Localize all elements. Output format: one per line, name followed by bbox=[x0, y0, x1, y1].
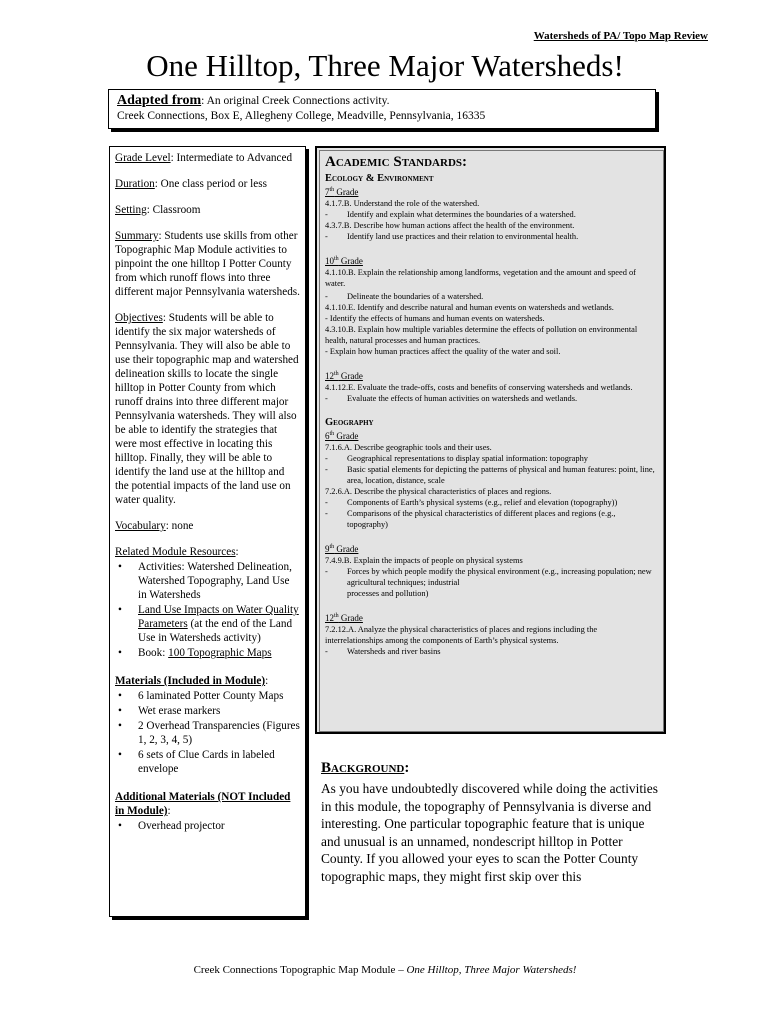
standard-line: 4.1.7.B. Understand the role of the watershed. bbox=[325, 199, 480, 208]
standard-subline-text: Identify and explain what determines the boundaries of a watershed. bbox=[347, 210, 576, 219]
grade-word: Grade bbox=[334, 187, 359, 197]
page-title: One Hilltop, Three Major Watersheds! bbox=[146, 48, 624, 83]
additional-materials-heading bbox=[115, 790, 300, 818]
dash-marker: - bbox=[325, 394, 328, 403]
standard-line: 4.3.7.B. Describe how human actions affect the health of the environment. bbox=[325, 221, 575, 230]
grade-level-label: Grade Level bbox=[115, 152, 171, 164]
standard-subline-text: Basic spatial elements for depicting the patterns of physical and human features: point, line, area, location, distance, scale bbox=[347, 465, 655, 485]
standard-line: 7.4.9.B. Explain the impacts of people on physical systems bbox=[325, 556, 523, 565]
grade-word: Grade bbox=[334, 431, 359, 441]
standard-subline-text: Components of Earth’s physical systems (e.g., relief and elevation (topography)) bbox=[347, 498, 618, 507]
background-heading-text: Background bbox=[321, 760, 405, 776]
materials-heading bbox=[115, 674, 300, 688]
setting bbox=[115, 203, 300, 217]
standard-line: 4.3.10.B. Explain how multiple variables determine the effects of pollution on environmental health, natural processes and human practices. bbox=[325, 325, 638, 345]
footer-text: Creek Connections Topographic Map Module – bbox=[193, 964, 407, 976]
standard-subline-text: Forces by which people modify the physical environment (e.g., increasing population; new agricultural techniques; industrial bbox=[347, 567, 652, 587]
lesson-info-sidebar bbox=[109, 146, 306, 917]
related-resources-heading bbox=[115, 545, 300, 559]
bullet-icon: • bbox=[118, 561, 122, 573]
objectives-value: : Students will be able to identify the six major watersheds of Pennsylvania. They will also be able to use their topographic map and watershed delineation skills to locate the single hilltop in Potter County from which runoff drains into three different major Pennsylvania watersheds. They will also be able to identify the strategies that were most effective in locating this hilltop. Finally, they will be able to identify the land use at the hilltop and the potential impacts of the land use on water quality. bbox=[115, 312, 299, 506]
additional-materials-list bbox=[115, 819, 300, 833]
additional-materials-colon: : bbox=[167, 805, 171, 817]
summary bbox=[115, 229, 300, 299]
grade-word: Grade bbox=[338, 371, 363, 381]
land-use-impacts-link[interactable]: Land Use Impacts on Water Quality Parameters bbox=[138, 604, 299, 630]
material-item: 2 Overhead Transparencies (Figures 1, 2, 3, 4, 5) bbox=[138, 720, 300, 746]
grade-number: 7 bbox=[325, 187, 330, 197]
standard-subline-text: Watersheds and river basins bbox=[347, 647, 441, 656]
grade-suffix: th bbox=[329, 431, 335, 437]
dash-marker: - bbox=[325, 232, 328, 241]
summary-value: : Students use skills from other Topographic Map Module activities to pinpoint the one hilltop I Potter County from which runoff flows into three different major Pennsylvania watersheds. bbox=[115, 230, 300, 298]
dash-marker: - bbox=[325, 210, 328, 219]
grade-number: 12 bbox=[325, 371, 334, 381]
related-resources-list bbox=[115, 560, 300, 660]
standard-line: 4.1.12.E. Evaluate the trade-offs, costs and benefits of conserving watersheds and wetlands. bbox=[325, 383, 633, 392]
bullet-icon: • bbox=[118, 690, 122, 702]
grade-suffix: th bbox=[334, 371, 339, 377]
related-activities: Activities: Watershed Delineation, Watershed Topography, Land Use in Watersheds bbox=[138, 561, 292, 601]
list-item bbox=[115, 646, 300, 660]
grade-number: 10 bbox=[325, 256, 334, 266]
bullet-icon: • bbox=[118, 720, 122, 732]
background-heading-colon: : bbox=[404, 760, 410, 776]
list-item bbox=[115, 560, 300, 602]
grade-word: Grade bbox=[338, 613, 363, 623]
summary-label: Summary bbox=[115, 230, 159, 242]
grade-word: Grade bbox=[338, 256, 363, 266]
dash-marker: - bbox=[325, 567, 328, 576]
objectives bbox=[115, 311, 300, 507]
standard-line: - Identify the effects of humans and human events on watersheds. bbox=[325, 314, 545, 323]
setting-label: Setting bbox=[115, 204, 147, 216]
grade-number: 12 bbox=[325, 613, 334, 623]
standard-line: 4.1.10.E. Identify and describe natural and human events on watersheds and wetlands. bbox=[325, 303, 614, 312]
bullet-icon: • bbox=[118, 749, 122, 761]
geography-heading: Geography bbox=[325, 417, 374, 428]
standard-line: 7.2.12.A. Analyze the physical characteristics of places and regions including the interrelationships among the components of Earth’s physical systems. bbox=[325, 625, 598, 645]
footer-italic-title: One Hilltop, Three Major Watersheds! bbox=[406, 964, 577, 976]
page-footer bbox=[0, 964, 770, 976]
materials-label: Materials (Included in Module) bbox=[115, 675, 266, 687]
grade-suffix: th bbox=[334, 613, 339, 619]
ecology-environment-heading: Ecology & Environment bbox=[325, 173, 434, 184]
grade-level-value: : Intermediate to Advanced bbox=[170, 152, 293, 164]
dash-marker: - bbox=[325, 647, 328, 656]
standard-subline-text: Delineate the boundaries of a watershed. bbox=[347, 292, 484, 301]
list-item bbox=[115, 748, 300, 776]
background-paragraph: As you have undoubtedly discovered while doing the activities in this module, the topography of Pennsylvania is diverse and interesting. One particular topographic feature that is unique and unusual is an unnamed, nondescript hilltop in Potter County. If you allowed your eyes to scan the Potter County topographic maps, they might first skip over this bbox=[321, 781, 658, 884]
bullet-icon: • bbox=[118, 647, 122, 659]
bullet-icon: • bbox=[118, 820, 122, 832]
grade-number: 9 bbox=[325, 544, 330, 554]
land-use-impacts-note: (at the end of the Land Use in Watersheds activity) bbox=[138, 618, 293, 644]
list-item bbox=[115, 689, 300, 703]
standard-line: processes and pollution) bbox=[347, 589, 429, 598]
standard-subline-text: Evaluate the effects of human activities on watersheds and wetlands. bbox=[347, 394, 578, 403]
setting-value: : Classroom bbox=[146, 204, 201, 216]
list-item bbox=[115, 603, 300, 645]
document-series-header: Watersheds of PA/ Topo Map Review bbox=[533, 30, 708, 42]
related-resources-colon: : bbox=[235, 546, 239, 558]
dash-marker: - bbox=[325, 292, 328, 301]
standard-line: 4.1.10.B. Explain the relationship among landforms, vegetation and the amount and speed of water. bbox=[325, 268, 636, 288]
adapted-text: : An original Creek Connections activity. bbox=[201, 95, 390, 107]
grade-number: 6 bbox=[325, 431, 330, 441]
list-item bbox=[115, 719, 300, 747]
material-item: 6 laminated Potter County Maps bbox=[138, 690, 284, 702]
related-resources-label: Related Module Resources bbox=[115, 546, 236, 558]
standard-line: - Explain how human practices affect the quality of the water and soil. bbox=[325, 347, 561, 356]
standard-subline-text: Geographical representations to display spatial information: topography bbox=[347, 454, 588, 463]
additional-material-item: Overhead projector bbox=[138, 820, 225, 832]
list-item bbox=[115, 704, 300, 718]
academic-standards-title: Academic Standards: bbox=[325, 154, 467, 170]
objectives-label: Objectives bbox=[115, 312, 163, 324]
adapted-from-box bbox=[108, 89, 656, 129]
duration-value: : One class period or less bbox=[154, 178, 267, 190]
standards-inner-frame bbox=[319, 150, 664, 732]
vocabulary-label: Vocabulary bbox=[115, 520, 166, 532]
bullet-icon: • bbox=[118, 705, 122, 717]
materials-list bbox=[115, 689, 300, 776]
dash-marker: - bbox=[325, 465, 328, 474]
grade-suffix: th bbox=[329, 544, 335, 550]
standard-line: 7.2.6.A. Describe the physical characteristics of places and regions. bbox=[325, 487, 552, 496]
bullet-icon: • bbox=[118, 604, 122, 616]
grade-word: Grade bbox=[334, 544, 359, 554]
dash-marker: - bbox=[325, 509, 328, 518]
standard-subline-text: Identify land use practices and their relation to environmental health. bbox=[347, 232, 579, 241]
duration-label: Duration bbox=[115, 178, 155, 190]
book-title-link[interactable]: 100 Topographic Maps bbox=[168, 647, 272, 659]
book-label: Book: bbox=[138, 647, 169, 659]
vocabulary bbox=[115, 519, 300, 533]
material-item: Wet erase markers bbox=[138, 705, 221, 717]
material-item: 6 sets of Clue Cards in labeled envelope bbox=[138, 749, 275, 775]
duration bbox=[115, 177, 300, 191]
dash-marker: - bbox=[325, 498, 328, 507]
grade-suffix: th bbox=[334, 256, 339, 262]
vocabulary-value: : none bbox=[165, 520, 194, 532]
background-heading bbox=[321, 760, 409, 777]
grade-suffix: th bbox=[329, 187, 335, 193]
adapted-label: Adapted from bbox=[117, 93, 202, 108]
adapted-line bbox=[117, 94, 647, 108]
dash-marker: - bbox=[325, 454, 328, 463]
list-item bbox=[115, 819, 300, 833]
adapted-address: Creek Connections, Box E, Allegheny College, Meadville, Pennsylvania, 16335 bbox=[117, 110, 486, 122]
standard-line: 7.1.6.A. Describe geographic tools and their uses. bbox=[325, 443, 492, 452]
additional-materials-label: Additional Materials (NOT Included in Module) bbox=[115, 791, 291, 817]
grade-level bbox=[115, 151, 300, 165]
standard-subline-text: Comparisons of the physical characteristics of different places and regions (e.g., topography) bbox=[347, 509, 616, 529]
materials-colon: : bbox=[265, 675, 269, 687]
